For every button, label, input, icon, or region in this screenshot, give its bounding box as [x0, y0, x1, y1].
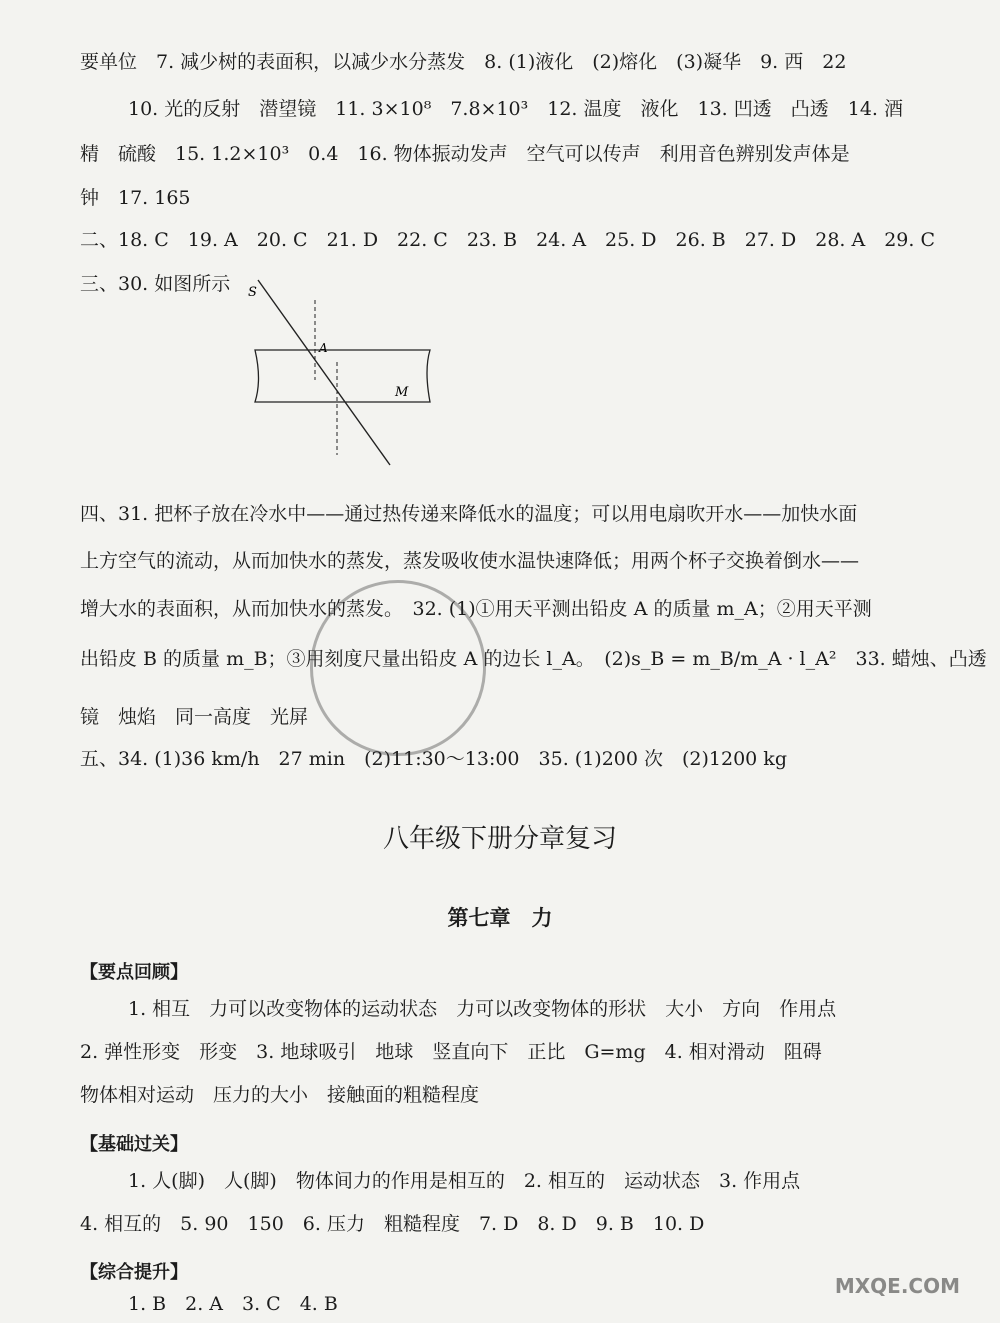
answer-line: 4. 相互的 5. 90 150 6. 压力 粗糙程度 7. D 8. D 9. B 10. D — [80, 1213, 705, 1235]
section-label: 【基础过关】 — [80, 1134, 188, 1155]
answer-line: 上方空气的流动，从而加快水的蒸发，蒸发吸收使水温快速降低；用两个杯子交换着倒水—— — [80, 550, 860, 572]
answer-line: 钟 17. 165 — [80, 187, 191, 209]
answer-line: 精 硫酸 15. 1.2×10³ 0.4 16. 物体振动发声 空气可以传声 利用音色辨别发声体是 — [80, 143, 850, 165]
site-watermark — [810, 1223, 980, 1303]
answer-line: 镜 烛焰 同一高度 光屏 — [80, 706, 309, 728]
answer-line: 1. 人(脚) 人(脚) 物体间力的作用是相互的 2. 相互的 运动状态 3. 作用点 — [128, 1170, 801, 1192]
section-label: 【综合提升】 — [80, 1262, 188, 1283]
light-ray — [258, 280, 390, 465]
watermark-text: MXQE.COM — [834, 1274, 960, 1298]
answer-line: 物体相对运动 压力的大小 接触面的粗糙程度 — [80, 1084, 480, 1106]
answer-line: 10. 光的反射 潜望镜 11. 3×10⁸ 7.8×10³ 12. 温度 液化 13. 凹透 凸透 14. 酒 — [128, 98, 904, 120]
grade-title: 八年级下册分章复习 — [382, 824, 617, 854]
chapter-title: 第七章 力 — [447, 905, 553, 930]
answer-line: 二、18. C 19. A 20. C 21. D 22. C 23. B 24. A 25. D 26. B 27. D 28. A 29. C — [80, 229, 936, 251]
answer-line: 三、30. 如图所示 — [80, 273, 231, 295]
section-label: 【要点回顾】 — [80, 962, 188, 983]
answer-line: 2. 弹性形变 形变 3. 地球吸引 地球 竖直向下 正比 G=mg 4. 相对滑动 阻碍 — [80, 1041, 822, 1063]
answer-line: 1. B 2. A 3. C 4. B — [128, 1293, 338, 1315]
label-a: A — [319, 341, 328, 355]
answer-line: 四、31. 把杯子放在冷水中——通过热传递来降低水的温度；可以用电扇吹开水——加快水面 — [80, 503, 858, 525]
refraction-diagram — [240, 270, 440, 475]
answer-line: 增大水的表面积，从而加快水的蒸发。 32. (1)①用天平测出铅皮 A 的质量 m_A；②用天平测 — [80, 598, 872, 620]
label-m: M — [395, 385, 409, 400]
answer-line: 要单位 7. 减少树的表面积，以减少水分蒸发 8. (1)液化 (2)熔化 (3)凝华 9. 西 22 — [80, 51, 847, 73]
answer-line: 1. 相互 力可以改变物体的运动状态 力可以改变物体的形状 大小 方向 作用点 — [128, 998, 837, 1020]
answer-line: 五、34. (1)36 km/h 27 min (2)11:30～13:00 35. (1)200 次 (2)1200 kg — [80, 748, 787, 770]
label-s: S — [248, 285, 257, 300]
answer-line: 出铅皮 B 的质量 m_B；③用刻度尺量出铅皮 A 的边长 l_A。 (2)s_B = m_B/m_A · l_A² 33. 蜡烛、凸透 — [80, 648, 987, 670]
